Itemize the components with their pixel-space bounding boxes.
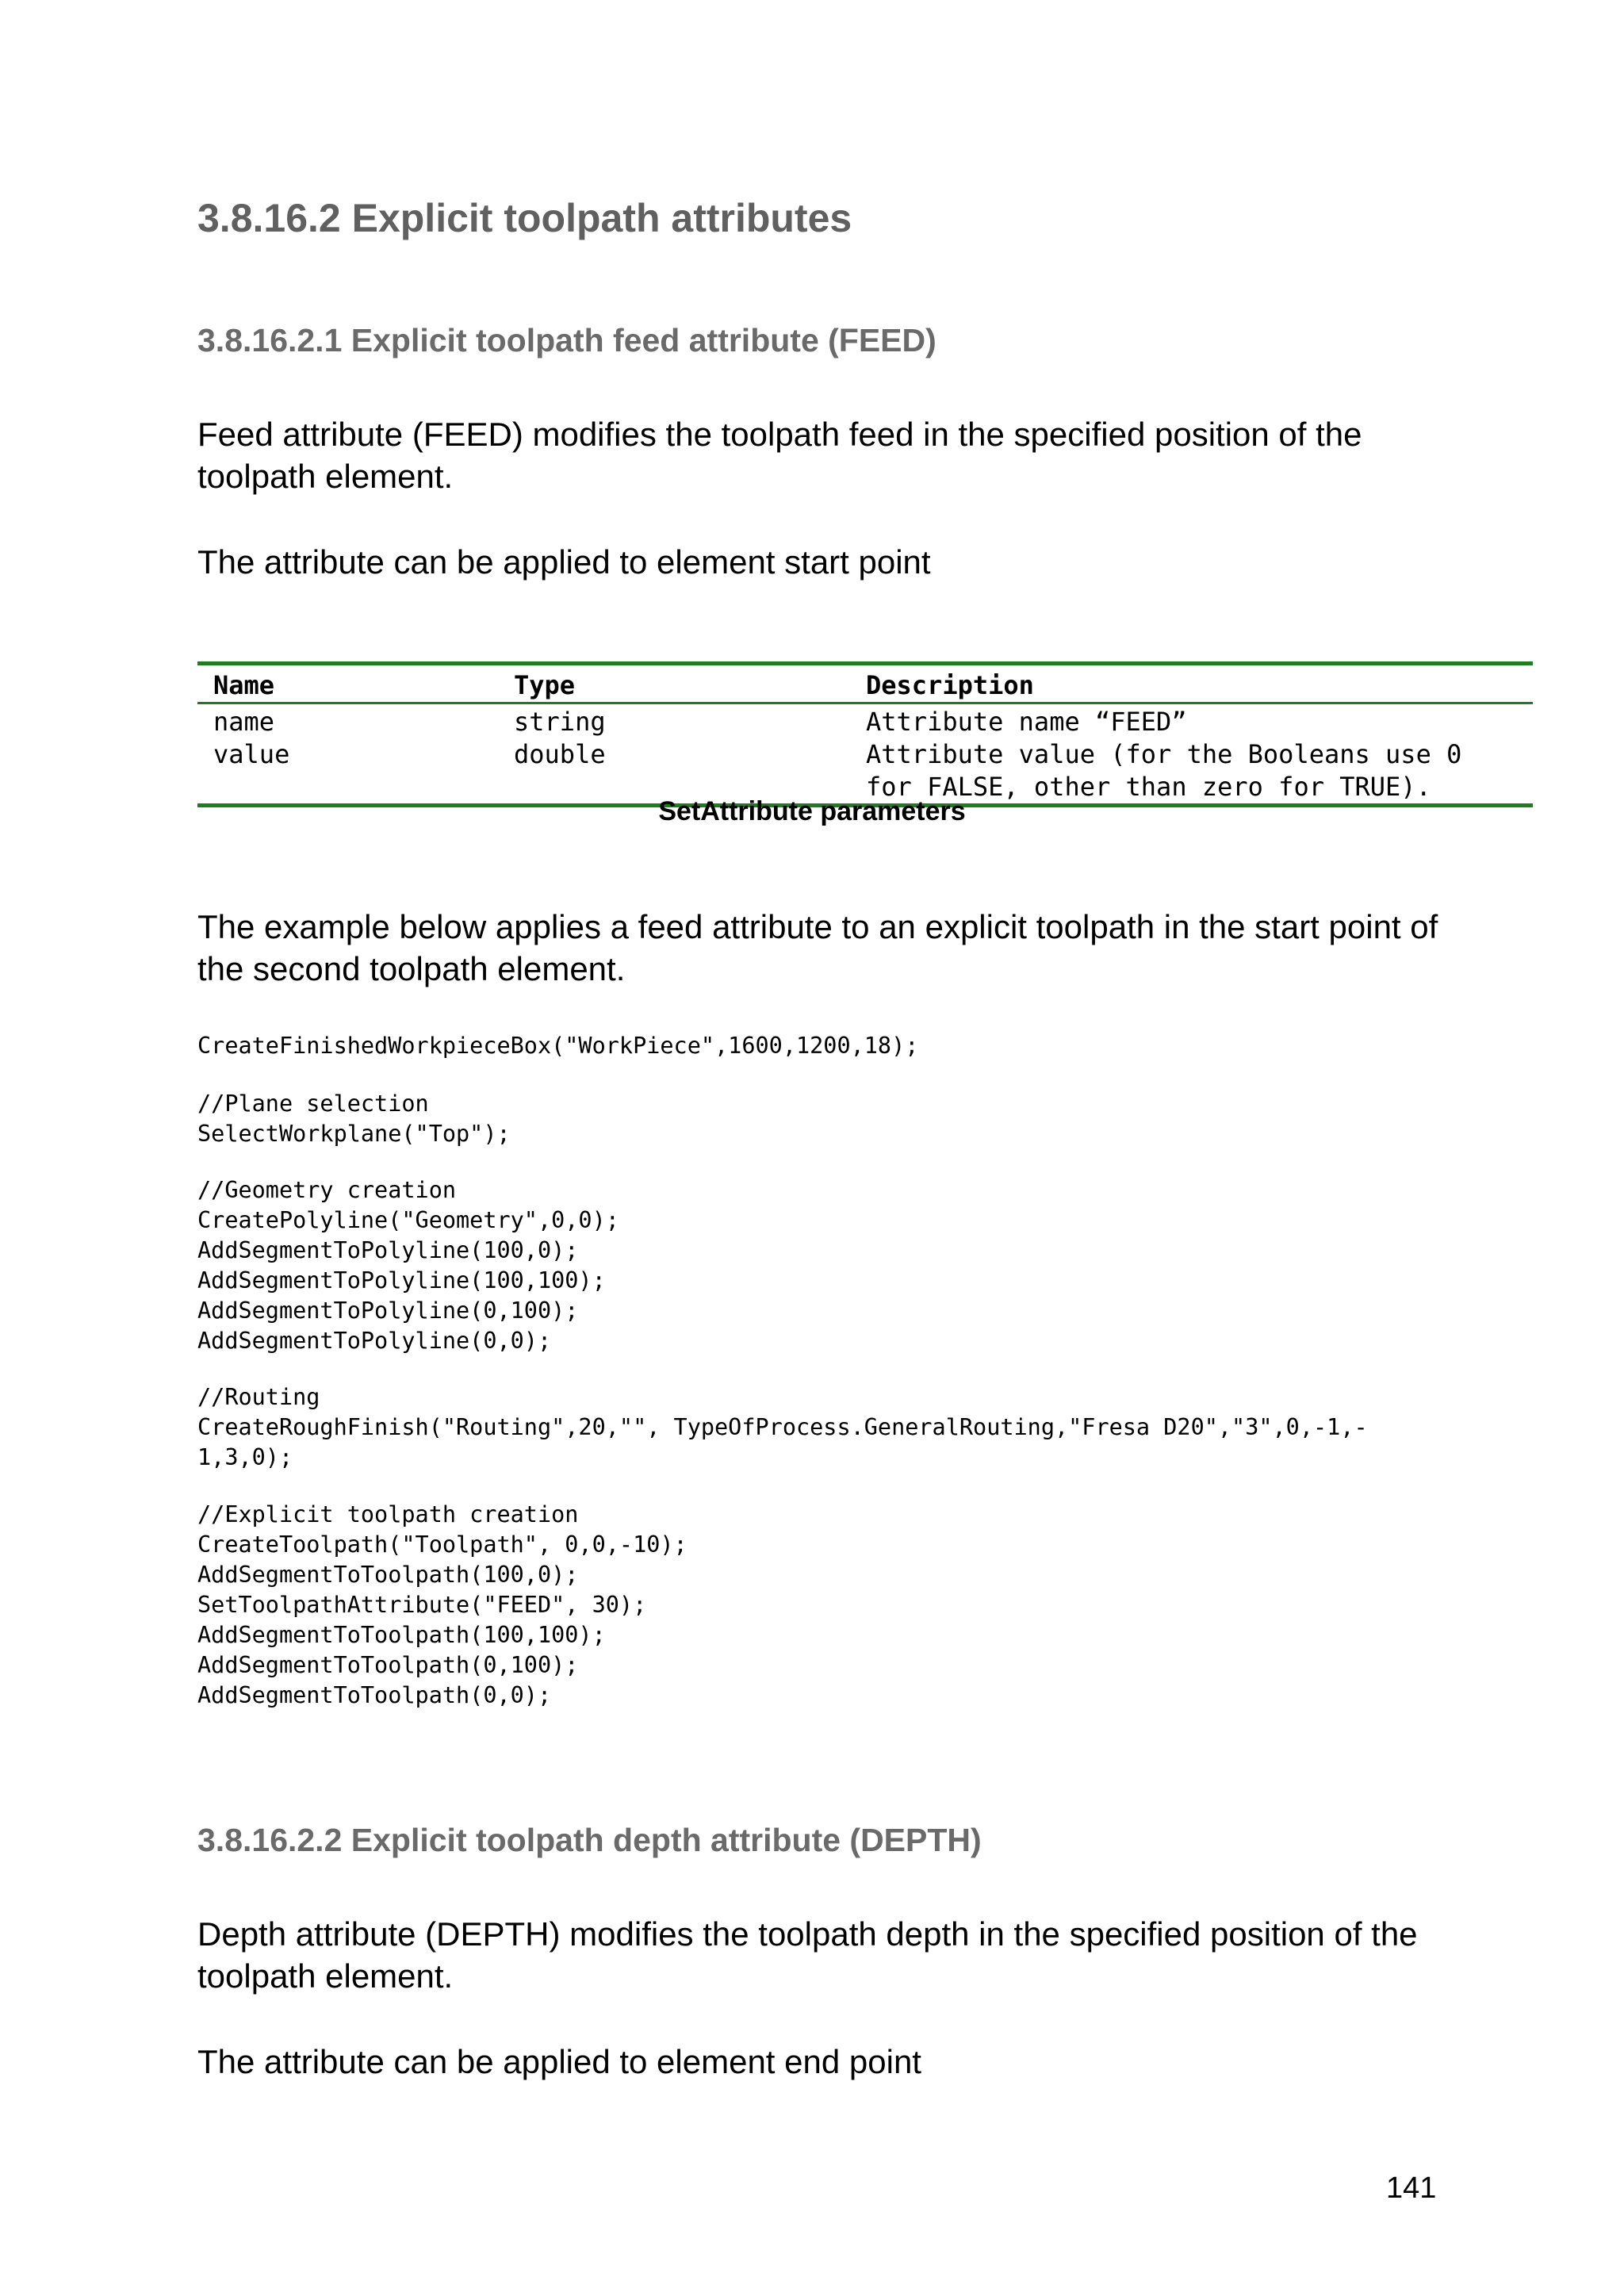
table-cell-name: value bbox=[213, 739, 290, 769]
depth-description-line-2: toolpath element. bbox=[197, 1957, 454, 1995]
feed-description-line-1: Feed attribute (FEED) modifies the toolpath feed in the specified position of the bbox=[197, 416, 1362, 453]
table-cell-description: Attribute value (for the Booleans use 0 for FALSE, other than zero for TRUE). bbox=[866, 739, 1462, 802]
example-intro bbox=[197, 906, 1514, 990]
depth-description bbox=[197, 1913, 1514, 1997]
feed-description-line-2: toolpath element. bbox=[197, 458, 454, 495]
table-header-type: Type bbox=[514, 670, 576, 700]
feed-applies-to: The attribute can be applied to element start point bbox=[197, 543, 931, 581]
code-block-routing: //Routing CreateRoughFinish("Routing",20,"", TypeOfProcess.GeneralRouting,"Fresa D20","3",0,-1,- 1,3,0); bbox=[197, 1384, 1368, 1470]
table-header-description: Description bbox=[866, 670, 1034, 700]
code-block-plane-selection: //Plane selection SelectWorkplane("Top"); bbox=[197, 1091, 511, 1147]
code-block-workpiece: CreateFinishedWorkpieceBox("WorkPiece",1600,1200,18); bbox=[197, 1033, 919, 1059]
depth-subheading: 3.8.16.2.2 Explicit toolpath depth attribute (DEPTH) bbox=[197, 1822, 982, 1858]
table-caption: SetAttribute parameters bbox=[658, 796, 966, 826]
code-block-geometry: //Geometry creation CreatePolyline("Geometry",0,0); AddSegmentToPolyline(100,0); AddSegmentToPolyline(100,100); AddSegmentToPolyline(0,100); AddSegmentToPolyline(0,0); bbox=[197, 1177, 619, 1354]
table-row bbox=[197, 738, 1533, 803]
table-cell-type: double bbox=[514, 739, 606, 769]
table-header-row bbox=[197, 665, 1533, 702]
code-block-toolpath: //Explicit toolpath creation CreateToolpath("Toolpath", 0,0,-10); AddSegmentToToolpath(100,0); SetToolpathAttribute("FEED", 30); AddSegmentToToolpath(100,100); AddSegmentToToolpath(0,100); AddSegmentToToolpath(0,0); bbox=[197, 1501, 688, 1708]
page-number: 141 bbox=[1386, 2171, 1437, 2205]
depth-applies-to: The attribute can be applied to element end point bbox=[197, 2043, 921, 2080]
table-cell-description: Attribute name “FEED” bbox=[866, 707, 1187, 737]
example-intro-line-2: the second toolpath element. bbox=[197, 950, 626, 987]
table-cell-type: string bbox=[514, 707, 606, 737]
feed-description bbox=[197, 413, 1514, 497]
section-heading: 3.8.16.2 Explicit toolpath attributes bbox=[197, 196, 852, 240]
example-intro-line-1: The example below applies a feed attribute to an explicit toolpath in the start point of bbox=[197, 908, 1438, 945]
table-header-name: Name bbox=[213, 670, 275, 700]
attribute-parameters-table bbox=[197, 661, 1533, 807]
table-cell-name: name bbox=[213, 707, 275, 737]
table-row bbox=[197, 704, 1533, 738]
depth-description-line-1: Depth attribute (DEPTH) modifies the toolpath depth in the specified position of the bbox=[197, 1915, 1418, 1953]
feed-subheading: 3.8.16.2.1 Explicit toolpath feed attribute (FEED) bbox=[197, 322, 936, 358]
